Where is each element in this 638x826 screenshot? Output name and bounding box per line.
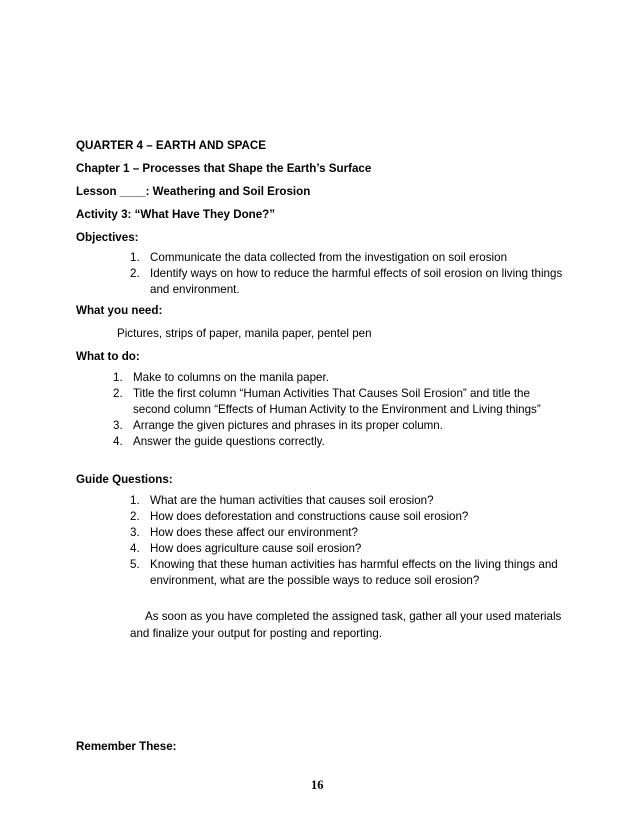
list-item: 5. Knowing that these human activities has harmful effects on the living things and environment, what are the possible ways to reduce soil erosion? xyxy=(130,558,558,587)
list-item: 4. How does agriculture cause soil erosion? xyxy=(130,542,362,555)
activity-heading: Activity 3: “What Have They Done?” xyxy=(76,208,276,221)
objectives-list xyxy=(130,250,562,298)
closing-line-2: and finalize your output for posting and reporting. xyxy=(130,627,383,640)
page-number: 16 xyxy=(311,778,324,792)
list-item: 1. Communicate the data collected from the investigation on soil erosion xyxy=(130,251,508,264)
guide-questions-list xyxy=(130,493,558,589)
chapter-heading: Chapter 1 – Processes that Shape the Earth’s Surface xyxy=(76,162,372,175)
guide-heading: Guide Questions: xyxy=(76,473,173,486)
procedure-heading: What to do: xyxy=(76,350,140,363)
remember-heading: Remember These: xyxy=(76,740,177,753)
procedure-list xyxy=(113,370,541,450)
list-item: 3. How does these affect our environment? xyxy=(130,526,358,539)
list-item: 2. How does deforestation and constructions cause soil erosion? xyxy=(130,510,469,523)
quarter-heading: QUARTER 4 – EARTH AND SPACE xyxy=(76,139,267,152)
objectives-heading: Objectives: xyxy=(76,231,139,244)
list-item: 2. Identify ways on how to reduce the harmful effects of soil erosion on living things and environment. xyxy=(130,267,563,296)
list-item: 3. Arrange the given pictures and phrases in its proper column. xyxy=(113,419,443,432)
list-item: 1. What are the human activities that causes soil erosion? xyxy=(130,494,434,507)
list-item: 1. Make to columns on the manila paper. xyxy=(113,371,329,384)
list-item: 2. Title the first column “Human Activities That Causes Soil Erosion” and title the second column “Effects of Human Activity to the Environment and Living things” xyxy=(113,387,541,416)
lesson-heading: Lesson ____: Weathering and Soil Erosion xyxy=(76,185,311,198)
list-item: 4. Answer the guide questions correctly. xyxy=(113,435,325,448)
materials-text: Pictures, strips of paper, manila paper, pentel pen xyxy=(117,327,372,340)
materials-heading: What you need: xyxy=(76,304,163,317)
closing-line-1: As soon as you have completed the assigned task, gather all your used materials xyxy=(145,610,562,623)
